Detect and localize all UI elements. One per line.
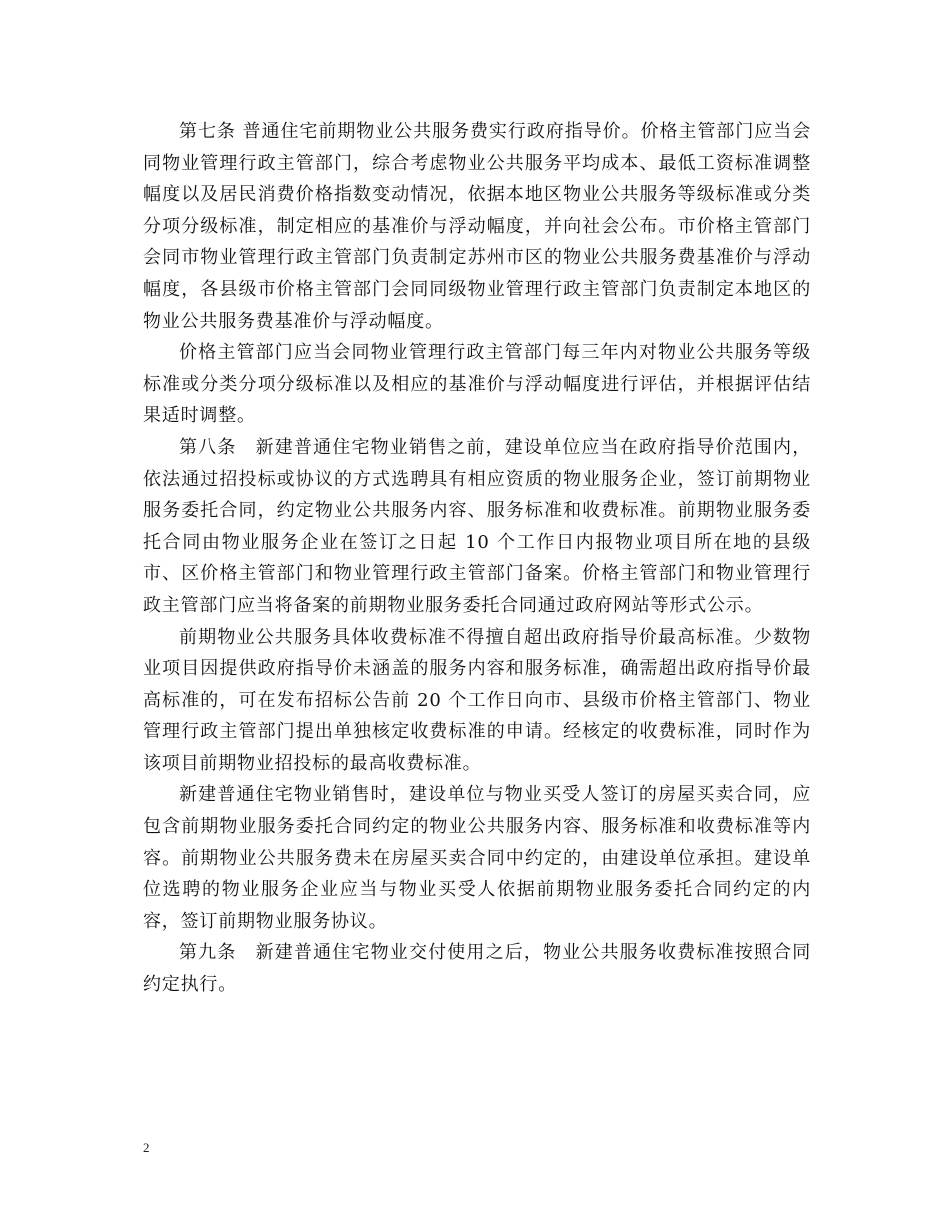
paragraph-article-9: 第九条 新建普通住宅物业交付使用之后，物业公共服务收费标准按照合同约定执行。	[143, 942, 811, 996]
paragraph-fee-standard-limit: 前期物业公共服务具体收费标准不得擅自超出政府指导价最高标准。少数物业项目因提供政府指导价未涵盖的服务内容和服务标准，确需超出政府指导价最高标准的，可在发布招标公告前 20 个工作日向市、县级市价格主管部门、物业管理行政主管部门提出单独核定收费标准的申请。经核定的收费标准，同时作为该项目前期物业招投标的最高收费标准。	[143, 626, 811, 774]
paragraph-article-8: 第八条 新建普通住宅物业销售之前，建设单位应当在政府指导价范围内，依法通过招投标或协议的方式选聘具有相应资质的物业服务企业，签订前期物业服务委托合同，约定物业公共服务内容、服务标准和收费标准。前期物业服务委托合同由物业服务企业在签订之日起 10 个工作日内报物业项目所在地的县级市、区价格主管部门和物业管理行政主管部门备案。价格主管部门和物业管理行政主管部门应当将备案的前期物业服务委托合同通过政府网站等形式公示。	[143, 436, 811, 616]
paragraph-article-7: 第七条 普通住宅前期物业公共服务费实行政府指导价。价格主管部门应当会同物业管理行政主管部门，综合考虑物业公共服务平均成本、最低工资标准调整幅度以及居民消费价格指数变动情况，依据本地区物业公共服务等级标准或分类分项分级标准，制定相应的基准价与浮动幅度，并向社会公布。市价格主管部门会同市物业管理行政主管部门负责制定苏州市区的物业公共服务费基准价与浮动幅度，各县级市价格主管部门会同同级物业管理行政主管部门负责制定本地区的物业公共服务费基准价与浮动幅度。	[143, 121, 811, 332]
document-body	[143, 116, 811, 1001]
page-number: 2	[143, 1140, 150, 1155]
paragraph-sales-contract: 新建普通住宅物业销售时，建设单位与物业买受人签订的房屋买卖合同，应包含前期物业服务委托合同约定的物业公共服务内容、服务标准和收费标准等内容。前期物业公共服务费未在房屋买卖合同中约定的，由建设单位承担。建设单位选聘的物业服务企业应当与物业买受人依据前期物业服务委托合同约定的内容，签订前期物业服务协议。	[143, 784, 811, 932]
paragraph-price-evaluation: 价格主管部门应当会同物业管理行政主管部门每三年内对物业公共服务等级标准或分类分项分级标准以及相应的基准价与浮动幅度进行评估，并根据评估结果适时调整。	[143, 342, 811, 427]
